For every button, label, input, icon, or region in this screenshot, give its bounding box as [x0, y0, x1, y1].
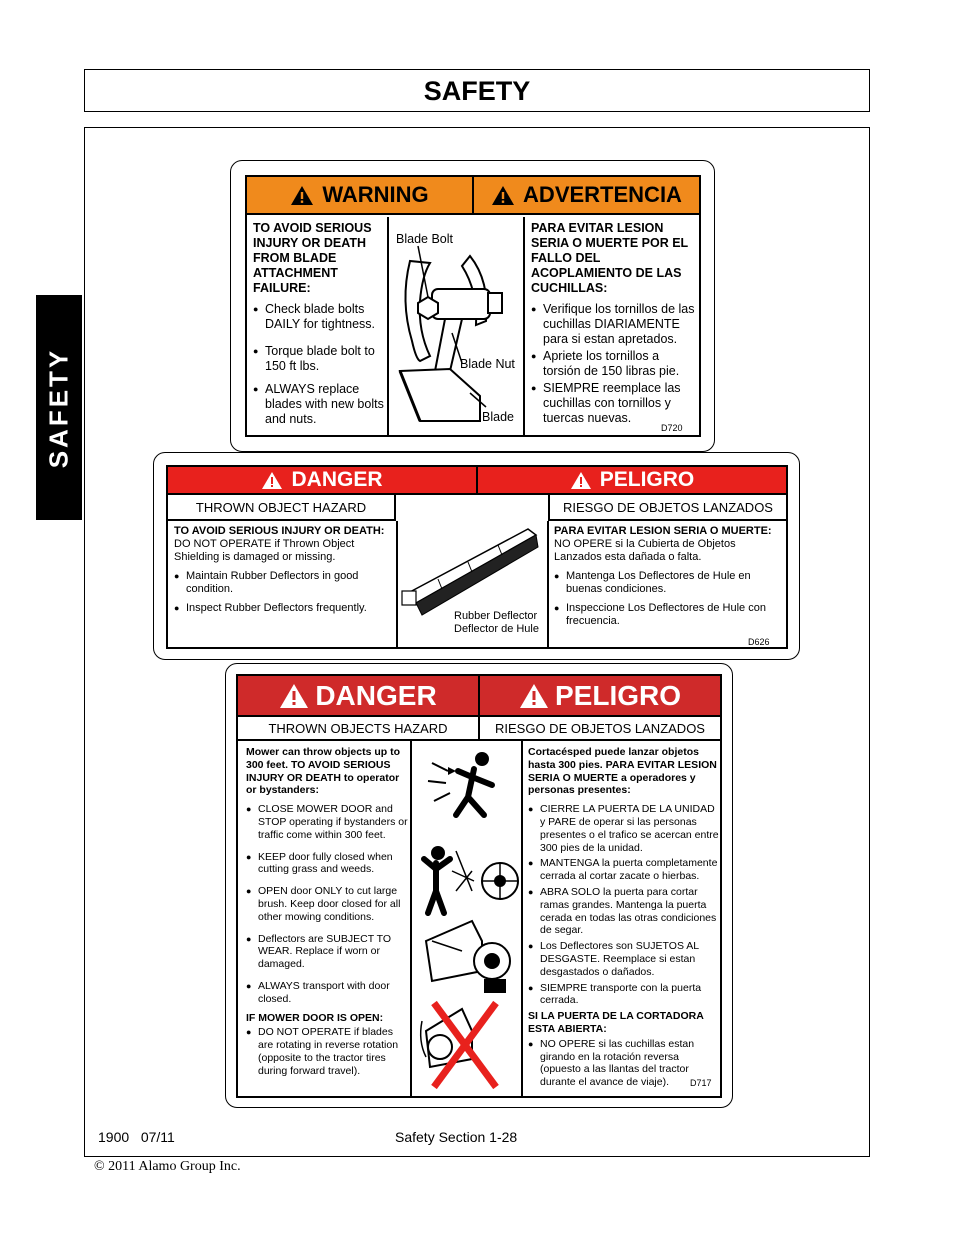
advertencia-title: ADVERTENCIA — [523, 182, 682, 207]
list-item: ● Check blade bolts DAILY for tightness. — [253, 302, 387, 332]
list-item: ● DO NOT OPERATE if blades are rotating in reverse rotation (opposite to the tractor tires during forward travel). — [246, 1026, 408, 1077]
footer-copyright: © 2011 Alamo Group Inc. — [94, 1159, 241, 1174]
door-spanish-text — [528, 746, 722, 1089]
deflector-label-en: Rubber Deflector — [454, 610, 538, 622]
door-heading: Mower can throw objects up to 300 feet. TO AVOID SERIOUS INJURY OR DEATH to operator or bystanders: — [246, 746, 401, 797]
warning-title-bar — [245, 175, 701, 215]
rubber-deflector-illustration — [398, 521, 546, 645]
danger-triangle-icon — [261, 471, 283, 490]
peligro-title: PELIGRO — [599, 468, 695, 491]
hazard-subtitle-en: THROWN OBJECT HAZARD — [168, 495, 396, 521]
hazard-subtitle-en: THROWN OBJECTS HAZARD — [238, 717, 480, 739]
list-item: ● Deflectors are SUBJECT TO WEAR. Replace if worn or damaged. — [246, 933, 408, 971]
list-item: ● ALWAYS replace blades with new bolts and nuts. — [253, 382, 387, 427]
decal-code: D720 — [661, 423, 683, 433]
peligro-intro: NO OPERE si la Cubierta de Objetos Lanzados esta dañada o falta. — [554, 538, 736, 563]
danger-triangle-icon — [570, 471, 592, 490]
thrown-objects-pictograms — [412, 741, 520, 1096]
puerta-abierta-heading: SI LA PUERTA DE LA CORTADORA ESTA ABIERTA: — [528, 1010, 704, 1035]
side-tab-label: SAFETY — [43, 347, 74, 468]
danger-heading: TO AVOID SERIOUS INJURY OR DEATH: — [174, 525, 385, 537]
warning-triangle-icon — [491, 185, 515, 206]
hazard-subtitle-es: RIESGO DE OBJETOS LANZADOS — [548, 495, 786, 521]
danger-spanish-text — [554, 525, 784, 628]
puerta-heading: Cortacésped puede lanzar objetos hasta 300 pies. PARA EVITAR LESION SERIA O MUERTE a operadores y personas presentes: — [528, 746, 717, 797]
warning-title: WARNING — [322, 182, 429, 207]
list-item: ● ALWAYS transport with door closed. — [246, 980, 408, 1006]
danger-intro: DO NOT OPERATE if Thrown Object Shielding is damaged or missing. — [174, 538, 355, 563]
danger-title: DANGER — [291, 468, 383, 491]
danger-english-text — [174, 525, 394, 615]
list-item: ● Los Deflectores son SUJETOS AL DESGASTE. Reemplace si estan desgastados o dañados. — [528, 940, 722, 978]
list-item: ● KEEP door fully closed when cutting grass and weeds. — [246, 851, 408, 877]
list-item: ● Maintain Rubber Deflectors in good condition. — [174, 570, 394, 596]
warning-decal — [230, 160, 715, 452]
list-item: ● ABRA SOLO la puerta para cortar ramas grandes. Mantenga la puerta cerada en todas las otras condiciones de segar. — [528, 886, 722, 937]
page-title: SAFETY — [423, 76, 531, 106]
warning-triangle-icon — [290, 185, 314, 206]
peligro-heading: PARA EVITAR LESION SERIA O MUERTE: — [554, 525, 772, 537]
page-header — [84, 69, 870, 112]
deflector-label-es: Deflector de Hule — [454, 623, 539, 635]
footer-model-date: 1900 07/11 — [98, 1129, 175, 1145]
advertencia-heading: PARA EVITAR LESION SERIA O MUERTE POR EL FALLO DEL ACOPLAMIENTO DE LAS CUCHILLAS: — [531, 221, 688, 295]
warning-english-text — [253, 221, 387, 427]
decal-code: D717 — [690, 1078, 712, 1088]
blade-attachment-illustration — [390, 221, 522, 435]
list-item: ● Apriete los tornillos a torsión de 150 libras pie. — [531, 349, 697, 379]
list-item: ● SIEMPRE transporte con la puerta cerrada. — [528, 982, 722, 1008]
danger-door-decal — [225, 663, 733, 1108]
peligro-title: PELIGRO — [554, 679, 681, 711]
list-item: ● NO OPERE si las cuchillas estan girando en la rotación reversa (opuesto a las llantas del tractor durante el avance de viaje). — [528, 1038, 722, 1089]
prohibited-reverse-icon — [421, 1003, 496, 1087]
danger-title-bar — [236, 674, 722, 717]
danger-title-bar — [166, 465, 788, 495]
blade-nut-label: Blade Nut — [460, 357, 515, 371]
decal-code: D626 — [748, 637, 770, 647]
blade-bolt-label: Blade Bolt — [396, 232, 453, 246]
list-item: ● Verifique los tornillos de las cuchillas DIARIAMENTE para si estan apretados. — [531, 302, 697, 347]
danger-triangle-icon — [519, 683, 549, 709]
list-item: ● OPEN door ONLY to cut large brush. Keep door closed for all other mowing conditions. — [246, 885, 408, 923]
warning-spanish-text — [531, 221, 697, 426]
danger-triangle-icon — [279, 683, 309, 709]
person-hit-icon — [428, 752, 492, 815]
list-item: ● CIERRE LA PUERTA DE LA UNIDAD y PARE de operar si las personas presentes o el trafico se acercan entre 300 pies de la unidad. — [528, 803, 722, 854]
list-item: ● Inspect Rubber Deflectors frequently. — [174, 602, 394, 615]
mower-door-icon — [426, 921, 510, 993]
footer-section: Safety Section 1-28 — [395, 1129, 518, 1145]
danger-title: DANGER — [315, 679, 437, 711]
warning-heading: TO AVOID SERIOUS INJURY OR DEATH FROM BLADE ATTACHMENT FAILURE: — [253, 221, 372, 295]
person-shielded-icon — [424, 846, 518, 913]
list-item: ● Mantenga Los Deflectores de Hule en buenas condiciones. — [554, 570, 784, 596]
side-tab — [36, 295, 82, 520]
list-item: ● Inspeccione Los Deflectores de Hule con frecuencia. — [554, 602, 784, 628]
hazard-subtitle-es: RIESGO DE OBJETOS LANZADOS — [495, 720, 705, 736]
list-item: ● CLOSE MOWER DOOR and STOP operating if bystanders or traffic come within 300 feet. — [246, 803, 408, 841]
list-item: ● MANTENGA la puerta completamente cerrada al cortar zacate o hierbas. — [528, 857, 722, 883]
list-item: ● SIEMPRE reemplace las cuchillas con tornillos y tuercas nuevas. — [531, 381, 697, 426]
door-english-text — [246, 746, 408, 1078]
list-item: ● Torque blade bolt to 150 ft lbs. — [253, 344, 387, 374]
door-open-heading: IF MOWER DOOR IS OPEN: — [246, 1011, 384, 1024]
blade-label: Blade — [482, 410, 514, 424]
danger-deflector-decal — [153, 452, 800, 660]
